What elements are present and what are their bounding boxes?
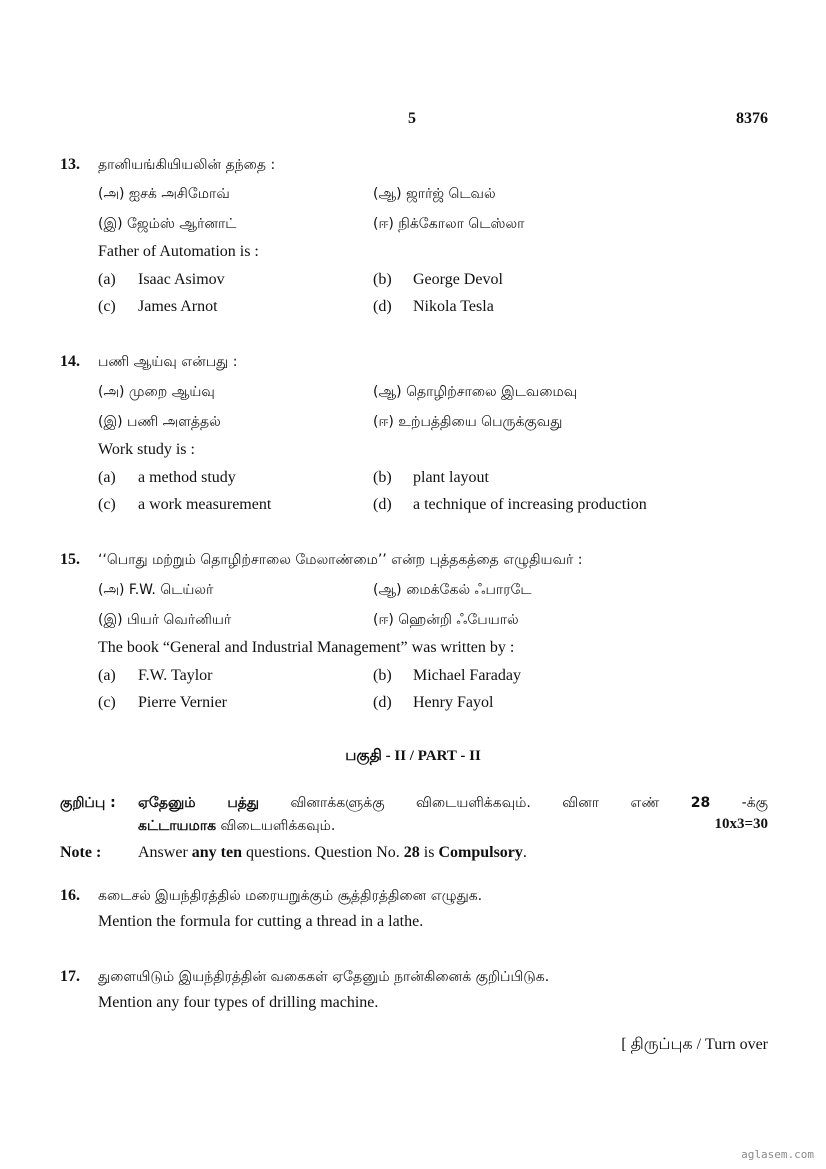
- tamil-option-b: (ஆ) மைக்கேல் ஃபாரடே: [373, 582, 532, 598]
- option-b-label: (b): [373, 667, 392, 684]
- marks: 10x3=30: [714, 816, 768, 832]
- question-tamil: தானியங்கியியலின் தந்தை :: [98, 157, 276, 173]
- note-label: குறிப்பு :: [60, 795, 116, 811]
- tamil-option-a: (அ) F.W. டெய்லர்: [98, 582, 214, 598]
- option-d-label: (d): [373, 298, 392, 315]
- turn-over: [ திருப்புக / Turn over: [621, 1036, 768, 1053]
- tamil-option-b: (ஆ) ஜார்ஜ் டெவல்: [373, 186, 496, 202]
- watermark: aglasem.com: [741, 1148, 814, 1161]
- question-tamil: துளையிடும் இயந்திரத்தின் வகைகள் ஏதேனும் நான்கினைக் குறிப்பிடுக.: [98, 969, 550, 985]
- question-tamil: கடைசல் இயந்திரத்தில் மரையறுக்கும் சூத்திரத்தினை எழுதுக.: [98, 888, 483, 904]
- note-bold-1: any ten: [191, 844, 242, 861]
- tamil-option-a: (அ) ஐசக் அசிமோவ்: [98, 186, 230, 202]
- note-text-2: -க்கு: [710, 795, 769, 811]
- question-number: 13.: [60, 156, 80, 173]
- option-c-text: a work measurement: [138, 496, 272, 513]
- option-a-label: (a): [98, 667, 116, 684]
- option-b-label: (b): [373, 271, 392, 288]
- question-number: 15.: [60, 551, 80, 568]
- tamil-option-c: (இ) ஜேம்ஸ் ஆர்னாட்: [98, 216, 237, 232]
- question-number: 16.: [60, 887, 80, 904]
- note-bold-1: ஏதேனும் பத்து: [138, 795, 260, 811]
- option-c-label: (c): [98, 496, 116, 513]
- note-bold-3: Compulsory: [438, 844, 523, 861]
- note-text-1: வினாக்களுக்கு விடையளிக்கவும். வினா எண்: [259, 795, 691, 811]
- question-english: The book “General and Industrial Management” was written by :: [98, 639, 515, 656]
- option-a-label: (a): [98, 469, 116, 486]
- note-text-3: விடையளிக்கவும்.: [216, 818, 336, 834]
- option-d-text: a technique of increasing production: [413, 496, 647, 513]
- question-english: Mention the formula for cutting a thread in a lathe.: [98, 913, 424, 930]
- note-text-4: .: [522, 844, 527, 861]
- part-heading: பகுதி - II / PART - II: [345, 748, 481, 764]
- option-a-label: (a): [98, 271, 116, 288]
- option-d-label: (d): [373, 694, 392, 711]
- option-c-text: Pierre Vernier: [138, 694, 227, 711]
- note-text-3: is: [419, 844, 439, 861]
- note-label: Note :: [60, 844, 102, 861]
- tamil-option-c: (இ) பணி அளத்தல்: [98, 414, 221, 430]
- option-c-label: (c): [98, 694, 116, 711]
- option-a-text: F.W. Taylor: [138, 667, 213, 684]
- option-b-text: George Devol: [413, 271, 503, 288]
- question-number: 14.: [60, 353, 80, 370]
- option-a-text: a method study: [138, 469, 236, 486]
- question-english: Mention any four types of drilling machine.: [98, 994, 379, 1011]
- option-a-text: Isaac Asimov: [138, 271, 225, 288]
- page-number: 5: [408, 110, 416, 127]
- note-text-2: questions. Question No.: [242, 844, 404, 861]
- note-body: [138, 844, 527, 862]
- tamil-option-d: (ஈ) நிக்கோலா டெஸ்லா: [373, 216, 525, 232]
- note-bold-2: 28: [690, 795, 711, 811]
- tamil-option-d: (ஈ) உற்பத்தியை பெருக்குவது: [373, 414, 563, 430]
- note-text-1: Answer: [138, 844, 192, 861]
- option-d-text: Nikola Tesla: [413, 298, 494, 315]
- question-english: Work study is :: [98, 441, 195, 458]
- tamil-option-d: (ஈ) ஹென்றி ஃபேயால்: [373, 612, 519, 628]
- note-bold-2: 28: [403, 844, 420, 861]
- question-tamil: பணி ஆய்வு என்பது :: [98, 354, 238, 370]
- note-line-1: [138, 795, 768, 813]
- option-b-label: (b): [373, 469, 392, 486]
- question-number: 17.: [60, 968, 80, 985]
- option-d-text: Henry Fayol: [413, 694, 494, 711]
- option-c-text: James Arnot: [138, 298, 218, 315]
- tamil-option-c: (இ) பியர் வெர்னியர்: [98, 612, 232, 628]
- question-english: Father of Automation is :: [98, 243, 259, 260]
- option-d-label: (d): [373, 496, 392, 513]
- option-b-text: plant layout: [413, 469, 489, 486]
- tamil-option-a: (அ) முறை ஆய்வு: [98, 384, 215, 400]
- note-bold-3: கட்டாயமாக: [138, 818, 217, 834]
- option-b-text: Michael Faraday: [413, 667, 521, 684]
- note-line-2: [138, 818, 335, 836]
- option-c-label: (c): [98, 298, 116, 315]
- tamil-option-b: (ஆ) தொழிற்சாலை இடவமைவு: [373, 384, 578, 400]
- question-tamil: ‘‘பொது மற்றும் தொழிற்சாலை மேலாண்மை’’ என்ற புத்தகத்தை எழுதியவர் :: [98, 552, 583, 568]
- paper-code: 8376: [736, 110, 768, 127]
